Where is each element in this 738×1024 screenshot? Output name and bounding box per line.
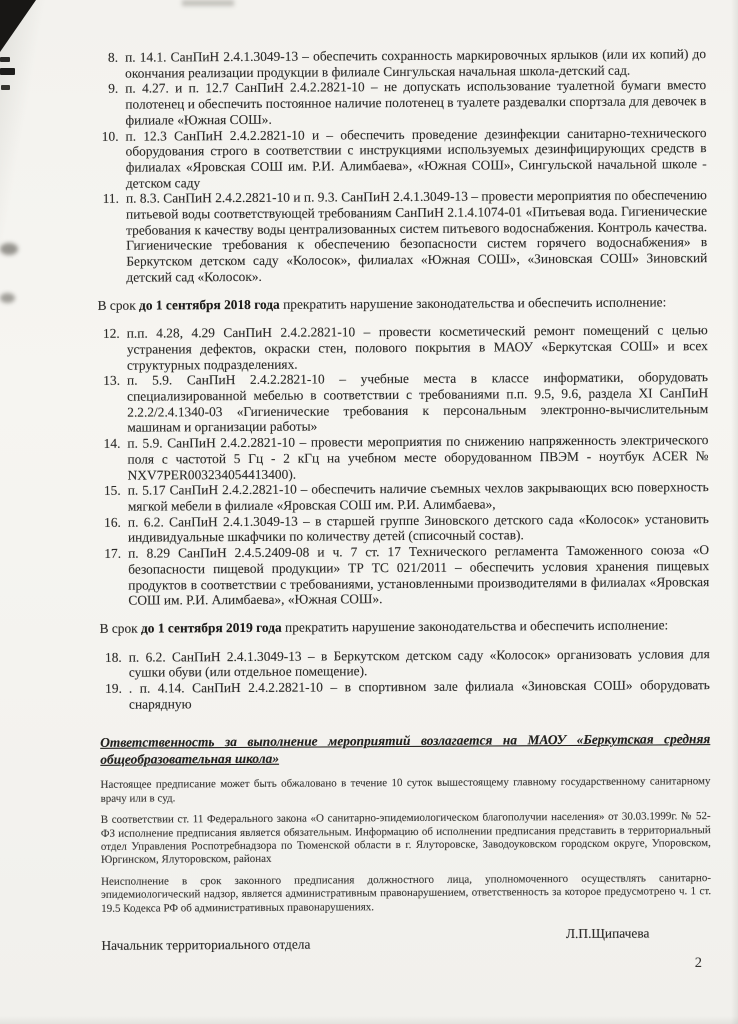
item-number: 8. <box>107 49 119 65</box>
item-number: 14. <box>103 435 121 451</box>
scan-edge-mark <box>0 68 15 75</box>
list-item <box>100 646 710 681</box>
violations-list-section-3 <box>100 646 710 713</box>
item-text: п. 8.29 СанПиН 2.4.5.2409-08 и ч. 7 ст. 17 Технического регламента Таможенного союза «О безопасности пищевой продукции» ТР ТС 021/2011 – обеспечить условия хранения пищевых продуктов в соответствии с требованиями, установленными производителями в филиалах «Яровская СОШ им. Р.И. Алимбаева», «Южная СОШ». <box>128 542 710 608</box>
item-number: 16. <box>104 514 121 530</box>
list-item <box>97 187 708 285</box>
list-item <box>98 432 708 483</box>
item-number: 19. <box>105 680 122 696</box>
item-text: п. 5.9. СанПиН 2.4.2.2821-10 – провести мероприятия по снижению напряженность электрического поля с частотой 5 Гц - 2 кГц на учебном месте оборудованном ПВЭМ - ноутбук ACER № NXV7PER003234054413400). <box>127 432 709 483</box>
page-number: 2 <box>694 955 702 971</box>
deadline-2019-paragraph <box>99 617 709 636</box>
note-liability: Неисполнение в срок законного предписания должностного лица, уполномоченного осуществлять санитарно-эпидемиологический надзор, является административным правонарушением, ответственность за которое предусмотрено ч. 1 ст. 19.5 Кодекса РФ об административных правонарушениях. <box>101 871 712 915</box>
scan-corner-mark <box>0 0 36 52</box>
responsibility-statement: Ответственность за выполнение мероприятий возлагается на МАОУ «Беркутская средняя общеобразовательная школа» <box>100 731 711 767</box>
item-number: 13. <box>103 373 121 389</box>
list-item <box>96 46 706 81</box>
item-text: п. 8.3. СанПиН 2.4.2.2821-10 и п. 9.3. СанПиН 2.4.1.3049-13 – провести мероприятия по обеспечению питьевой воды соответствующей требованиям СанПиН 2.1.4.1074-01 «Питьевая вода. Гигиенические требования к качеству воды централизованных систем питьевого водоснабжения. Контроль качества. Гигиенические требования к обеспечению безопасности систем горячего водоснабжения» в Беркутском детском саду «Колосок», филиалах «Южная СОШ», «Зиновская СОШ» Зиновский детский сад «Колосок». <box>125 187 708 285</box>
violations-list-section-1 <box>96 46 707 285</box>
note-federal-law: В соответствии ст. 11 Федерального закона «О санитарно-эпидемиологическом благополучии населения» от 30.03.1999г. № 52-ФЗ исполнение предписания является обязательным. Информацию об исполнении предписания представить в территориальный отдел Управления Роспотребнадзора по Тюменской области в г. Ялуторовске, Заводоуковском городском округе, Упоровском, Юргинском, Ялуторовском, районах <box>100 810 711 867</box>
list-item <box>99 511 709 546</box>
item-text: п.п. 4.28, 4.29 СанПиН 2.4.2.2821-10 – провести косметический ремонт помещений с целью устранения дефектов, окраски стен, полового покрытия в МАОУ «Беркутская СОШ» и всех структурных подразделениях. <box>126 322 708 373</box>
scan-edge-mark <box>1 85 10 90</box>
item-number: 9. <box>108 81 119 97</box>
scan-smudge <box>182 0 234 6</box>
list-item <box>96 125 706 192</box>
deadline-prefix: В срок <box>99 620 142 636</box>
signature-title: Начальник территориального отдела <box>101 936 311 953</box>
deadline-date: до 1 сентября 2018 года <box>138 296 280 313</box>
item-text: . п. 4.14. СанПиН 2.4.2.2821-10 – в спортивном зале филиала «Зиновская СОШ» оборудовать снарядную <box>128 677 710 712</box>
list-item <box>96 78 706 129</box>
note-appeal-rights: Настоящее предписание может быть обжаловано в течение 10 суток вышестоящему главному государственному санитарному врачу или в суд. <box>100 775 711 805</box>
item-number: 17. <box>104 545 122 561</box>
item-text: п. 5.17 СанПиН 2.4.2.2821-10 – обеспечить наличие съемных чехлов закрывающих всю поверхность мягкой мебели в филиале «Яровская СОШ им. Р.И. Алимбаева», <box>127 479 709 514</box>
deadline-rest: прекратить нарушение законодательства и обеспечить исполнение: <box>281 617 669 635</box>
deadline-rest: прекратить нарушение законодательства и обеспечить исполнение: <box>279 293 667 312</box>
list-item <box>98 369 708 436</box>
item-text: п. 6.2. СанПиН 2.4.1.3049-13 – в Беркутском детском саду «Колосок» организовать условия для сушки обуви (или отдельное помещение). <box>128 645 710 680</box>
scan-bottom-edge-shadow <box>0 1016 738 1024</box>
list-item <box>99 542 709 609</box>
item-number: 18. <box>104 649 122 665</box>
list-item <box>98 322 708 373</box>
scan-smudge <box>0 243 18 255</box>
signature-name: Л.П.Щипачева <box>565 925 650 942</box>
list-item <box>100 677 710 712</box>
scan-smudge <box>0 293 15 303</box>
legal-notes <box>100 776 711 916</box>
item-text: п. 5.9. СанПиН 2.4.2.2821-10 – учебные места в классе информатики, оборудовать специализированной мебелью в соответствии с требованиями п.п. 9.5, 9.6, раздела XI СанПиН 2.2.2/2.4.1340-03 «Гигиенические требования к персональным электронно-вычислительным машинам и организации работы» <box>126 369 709 436</box>
item-number: 15. <box>103 483 121 499</box>
item-number: 10. <box>101 128 119 144</box>
item-text: п. 14.1. СанПиН 2.4.1.3049-13 – обеспечить сохранность маркировочных ярлыков (или их копий) до окончания реализации продукции в филиале Сингульская начальная школа-детский сад. <box>125 46 707 81</box>
deadline-date: до 1 сентября 2019 года <box>140 619 282 636</box>
document-body <box>96 46 712 953</box>
item-number: 11. <box>102 191 119 207</box>
item-text: п. 6.2. СанПиН 2.4.1.3049-13 – в старшей группе Зиновского детского сада «Колосок» установить индивидуальные шкафчики по количеству детей (списочный состав). <box>127 510 709 546</box>
item-number: 12. <box>102 325 120 342</box>
item-text: п. 12.3 СанПиН 2.4.2.2821-10 и – обеспечить проведение дезинфекции санитарно-технического оборудования строго в соответствии с инструкциями используемых дезинфицирующих средств в филиалах «Яровская СОШ им. Р.И. Алимбаева», «Южная СОШ», Сингульской начальной школе - детском саду <box>125 124 707 191</box>
scan-edge-mark <box>0 57 10 62</box>
signature-block <box>101 925 711 953</box>
scan-right-edge-shadow <box>731 0 738 1024</box>
item-text: п. 4.27. и п. 12.7 СанПиН 2.4.2.2821-10 – не допускать использование туалетной бумаги вместо полотенец и обеспечить постоянное наличие полотенец в туалете раздевалки спортзала для девочек в филиале «Южная СОШ». <box>125 77 707 128</box>
list-item <box>99 479 709 514</box>
deadline-2018-paragraph <box>98 294 708 313</box>
deadline-prefix: В срок <box>97 297 140 313</box>
violations-list-section-2 <box>98 322 710 608</box>
